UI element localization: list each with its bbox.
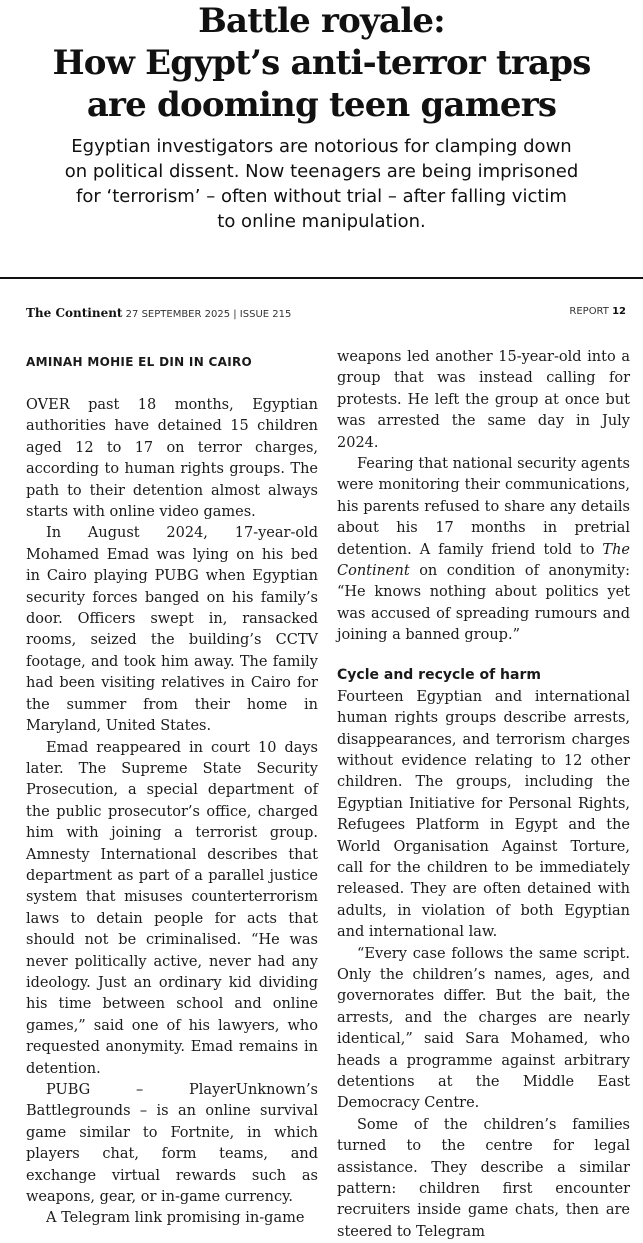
standfirst	[0, 134, 643, 234]
standfirst-line-4: to online manipulation.	[217, 211, 426, 232]
publication-mention: The Continent	[337, 541, 630, 580]
publication-name: The Continent	[26, 306, 123, 320]
paragraph: Fourteen Egyptian and international human rights groups describe arrests, disappearances, and terrorism charges without evidence relating to 12 other children. The groups, including the Egyptian Initiative for Personal Rights, Refugees Platform in Egypt and the World Organisation Against Torture, call for the children to be immediately released. They are often detained with adults, in violation of both Egyptian and international law.	[337, 688, 630, 941]
byline: AMINAH MOHIE EL DIN IN CAIRO	[26, 355, 253, 369]
headline-line-1: Battle royale:	[198, 1, 445, 41]
paragraph: In August 2024, 17-year-old Mohamed Emad was lying on his bed in Cairo playing PUBG when Egyptian security forces banged on his family’s door. Officers swept in, ransacked rooms, seized the building’s CCTV footage, and took him away. The family had been visiting relatives in Cairo for the summer from their home in Maryland, United States.	[26, 525, 318, 735]
section-label: REPORT	[569, 306, 609, 317]
headline-line-2: How Egypt’s anti-terror traps	[52, 43, 591, 83]
paragraph: A Telegram link promising in-game	[46, 1210, 305, 1227]
headline-line-3: are dooming teen gamers	[86, 85, 557, 125]
section-page	[569, 306, 626, 317]
paragraph: PUBG – PlayerUnknown’s Battlegrounds – is an online survival game similar to Fortnite, in which players chat, form teams, and exchange virtual rewards such as weapons, gear, or in-game currency.	[26, 1082, 318, 1206]
standfirst-line-1: Egyptian investigators are notorious for clamping down	[71, 136, 572, 157]
paragraph: Some of the children’s families turned to the centre for legal assistance. They describe a similar pattern: children first encounter recruiters inside game chats, then are steered to Telegram	[337, 1116, 630, 1240]
page-folio	[26, 306, 626, 326]
paragraph: Emad reappeared in court 10 days later. The Supreme State Security Prosecution, a special department of the public prosecutor’s office, charged him with joining a terrorist group. Amnesty International describes that department as part of a parallel justice system that misuses counterterrorism laws to detain people for acts that should not be criminalised. “He was never politically active, never had any ideology. Just an ordinary kid dividing his time between school and online games,” said one of his lawyers, who requested anonymity. Emad remains in detention.	[26, 739, 318, 1077]
header-divider	[0, 277, 643, 279]
paragraph: OVER past 18 months, Egyptian authorities have detained 15 children aged 12 to 17 on terror charges, according to human rights groups. The path to their detention almost always starts with online video games.	[26, 397, 318, 521]
standfirst-line-3: for ‘terrorism’ – often without trial – after falling victim	[76, 186, 567, 207]
headline	[0, 0, 643, 126]
article-column-left	[26, 352, 318, 1227]
issue-date: 27 SEPTEMBER 2025 | ISSUE 215	[125, 309, 292, 320]
paragraph: weapons led another 15-year-old into a group that was instead calling for protests. He left the group at once but was arrested the same day in July 2024.	[337, 349, 630, 451]
standfirst-line-2: on political dissent. Now teenagers are being imprisoned	[64, 161, 579, 182]
paragraph	[337, 454, 630, 647]
article-column-right	[337, 347, 630, 1240]
paragraph-text: Fearing that national security agents were monitoring their communications, his parents refused to share any details about his 17 months in pretrial detention. A family friend told to	[337, 456, 630, 558]
paragraph: “Every case follows the same script. Only the children’s names, ages, and governorates differ. But the bait, the arrests, and the charges are nearly identical,” said Sara Mohamed, who heads a programme against arbitrary detentions at the Middle East Democracy Centre.	[337, 945, 630, 1112]
page-number: 12	[612, 306, 626, 317]
subheading: Cycle and recycle of harm	[337, 666, 541, 683]
paragraph-text: on condition of anonymity: “He knows nothing about politics yet was accused of spreading rumours and joining a banned group.”	[337, 563, 630, 644]
